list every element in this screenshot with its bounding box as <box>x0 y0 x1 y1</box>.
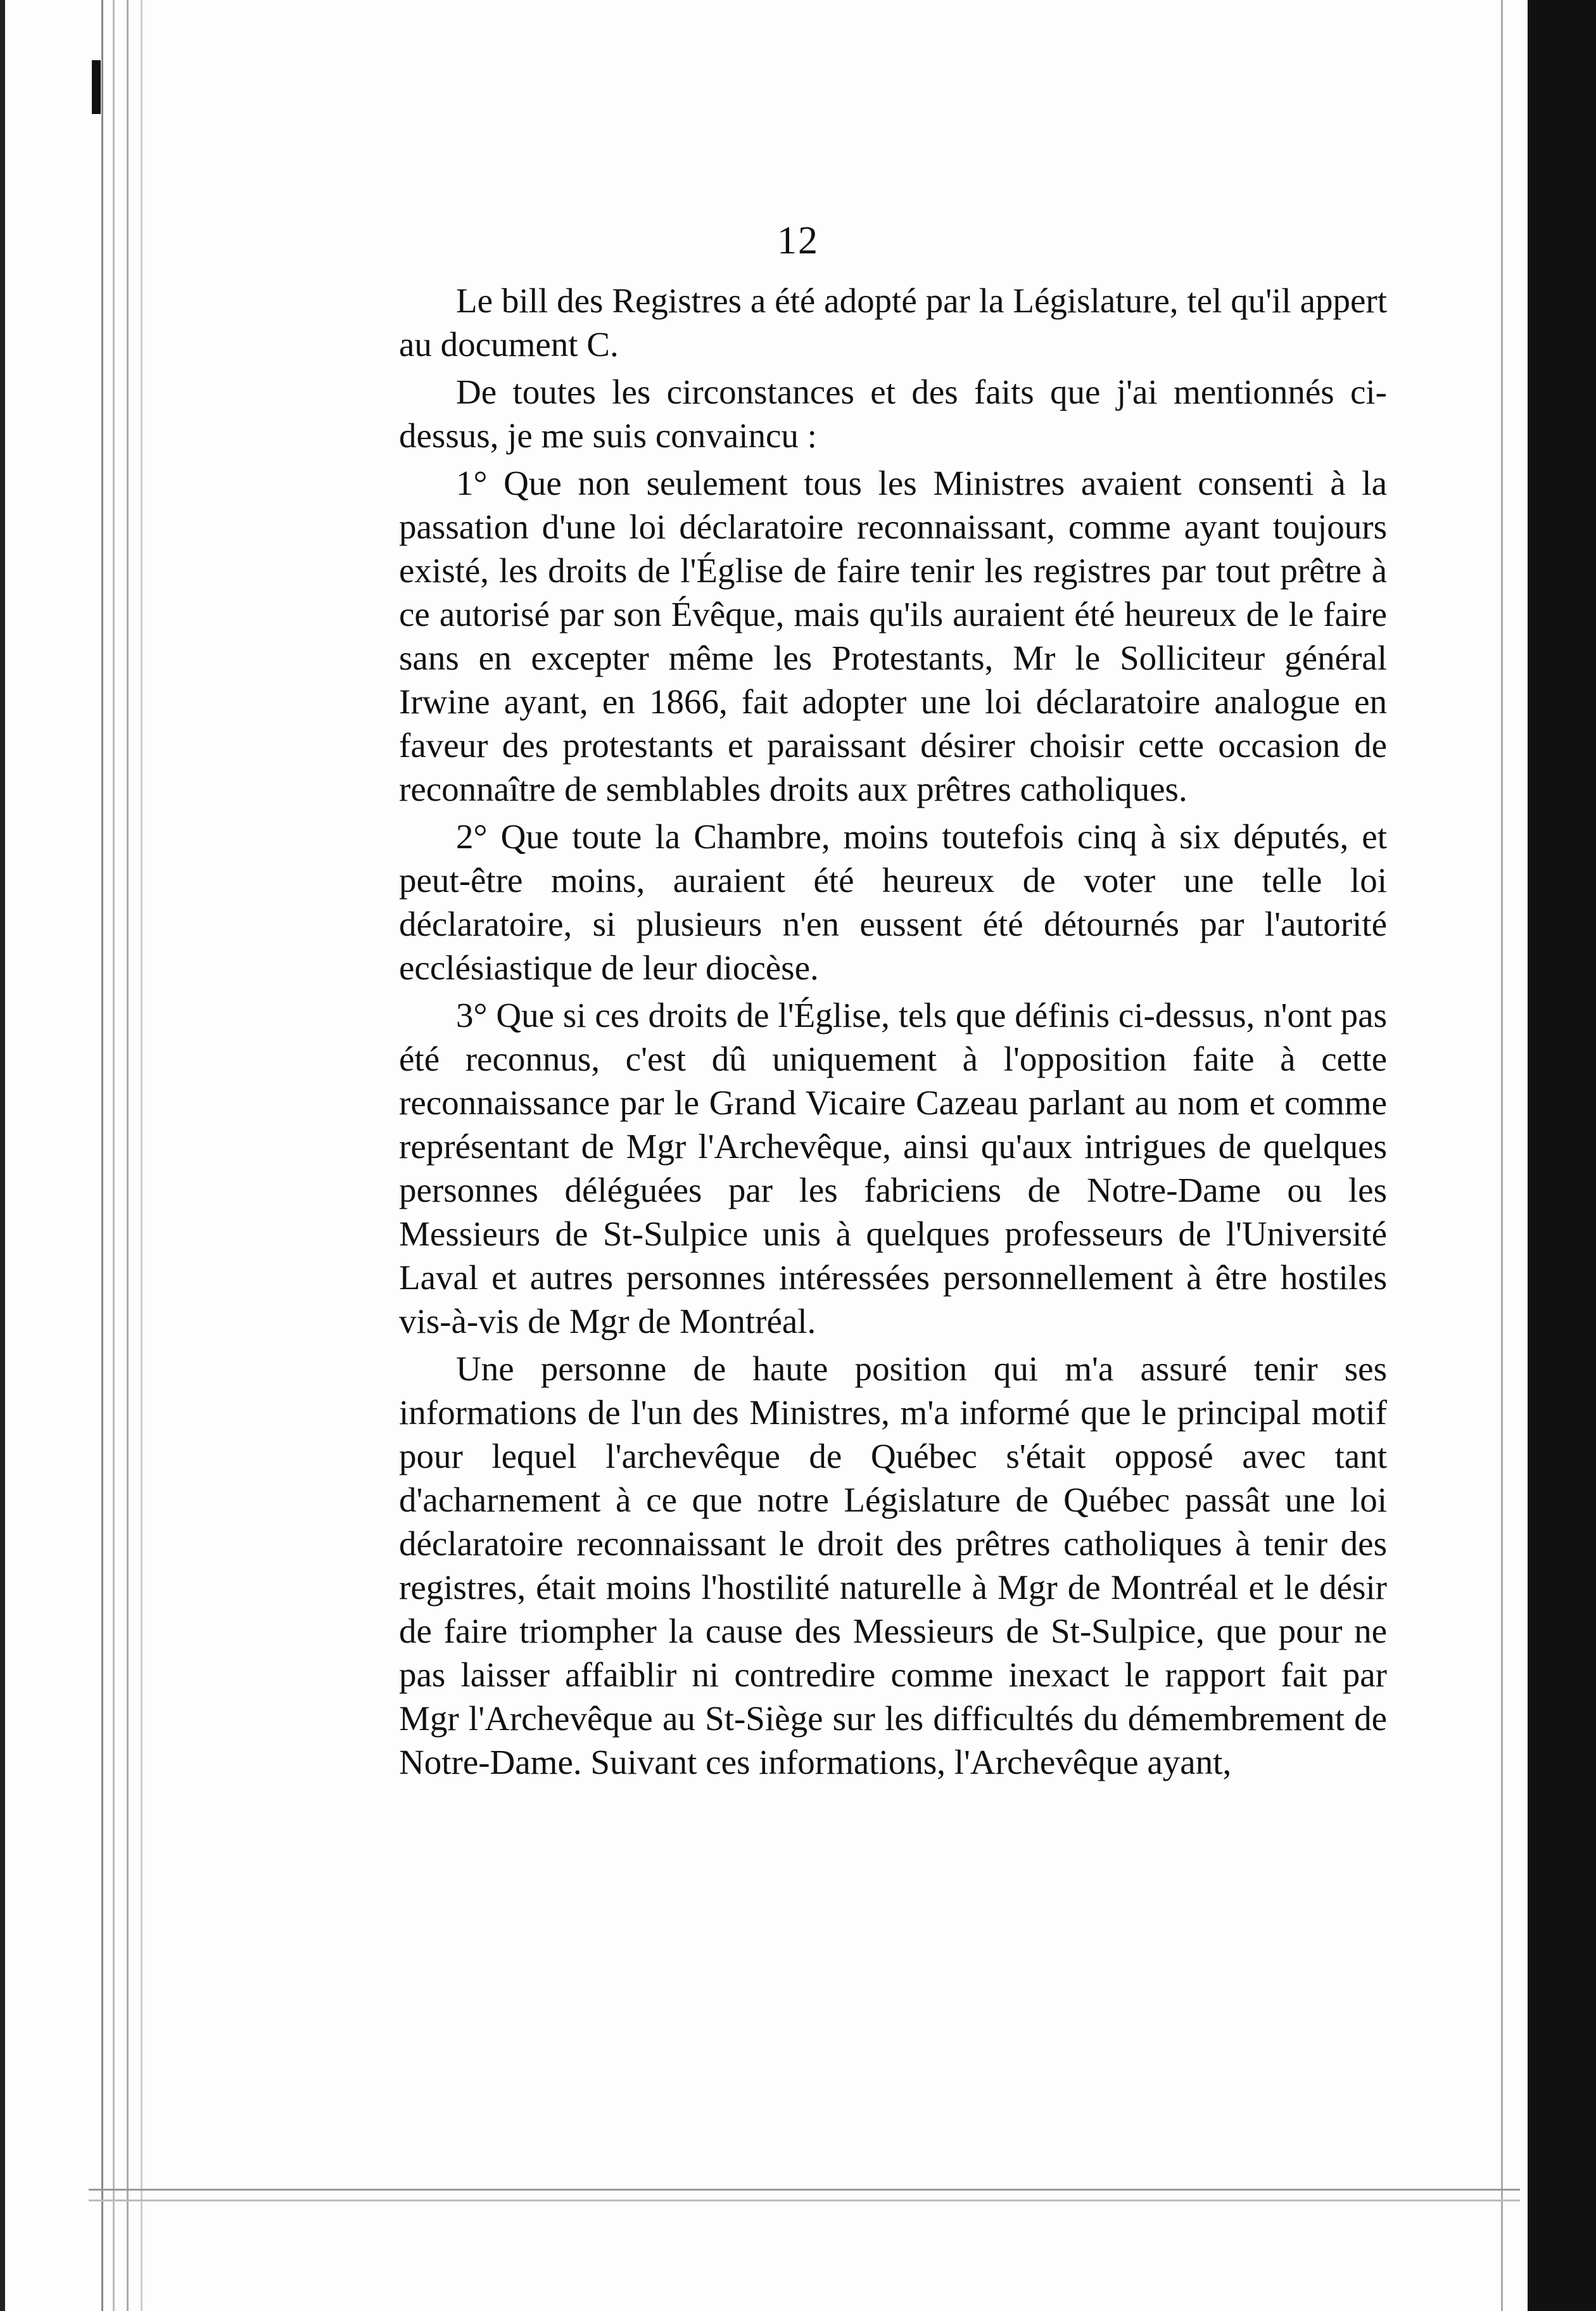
paragraph: De toutes les circonstances et des faits que j'ai mentionnés ci-dessus, je me suis convaincu : <box>399 372 1387 455</box>
page-number: 12 <box>777 219 819 262</box>
paragraph: Le bill des Registres a été adopté par la Législature, tel qu'il appert au document C. <box>399 281 1387 364</box>
paragraph: 1° Que non seulement tous les Ministres avaient consenti à la passation d'une loi déclaratoire reconnaissant, comme ayant toujours existé, les droits de l'Église de faire tenir les registres par tout prêtre à ce autorisé par son Évêque, mais qu'ils auraient été heureux de le faire sans en excepter même les Protestants, Mr le Solliciteur général Irwine ayant, en 1866, fait adopter une loi déclaratoire analogue en faveur des protestants et paraissant désirer choisir cette occasion de reconnaître de semblables droits aux prêtres catholiques. <box>399 464 1387 808</box>
binding-line <box>141 0 142 2311</box>
paragraph: 2° Que toute la Chambre, moins toutefois cinq à six députés, et peut-être moins, auraient été heureux de voter une telle loi déclaratoire, si plusieurs n'en eussent été détournés par l'autorité ecclésiastique de leur diocèse. <box>399 817 1387 987</box>
left-scan-edge <box>0 0 5 2311</box>
bottom-page-line <box>89 2189 1520 2191</box>
binding-line <box>113 0 115 2311</box>
paragraph: 3° Que si ces droits de l'Église, tels que définis ci-dessus, n'ont pas été reconnus, c'est dû uniquement à l'opposition faite à cette reconnaissance par le Grand Vicaire Cazeau parlant au nom et comme représentant de Mgr l'Archevêque, ainsi qu'aux intrigues de quelques personnes déléguées par les fabriciens de Notre-Dame ou les Messieurs de St-Sulpice unis à quelques professeurs de l'Université Laval et autres personnes intéressées personnellement à être hostiles vis-à-vis de Mgr de Montréal. <box>399 996 1387 1340</box>
right-scan-edge <box>1528 0 1596 2311</box>
bottom-page-line <box>89 2200 1520 2201</box>
binding-line <box>127 0 129 2311</box>
body-text <box>399 279 1387 1788</box>
binding-mark <box>92 60 101 114</box>
right-page-line <box>1501 0 1503 2311</box>
binding-line <box>101 0 103 2311</box>
paragraph: Une personne de haute position qui m'a assuré tenir ses informations de l'un des Ministres, m'a informé que le principal motif pour lequel l'archevêque de Québec s'était opposé avec tant d'acharnement à ce que notre Législature de Québec passât une loi déclaratoire reconnaissant le droit des prêtres catholiques à tenir des registres, était moins l'hostilité naturelle à Mgr de Montréal et le désir de faire triompher la cause des Messieurs de St-Sulpice, que pour ne pas laisser affaiblir ni contredire comme inexact le rapport fait par Mgr l'Archevêque au St-Siège sur les difficultés du démembrement de Notre-Dame. Suivant ces informations, l'Archevêque ayant, <box>399 1349 1387 1781</box>
